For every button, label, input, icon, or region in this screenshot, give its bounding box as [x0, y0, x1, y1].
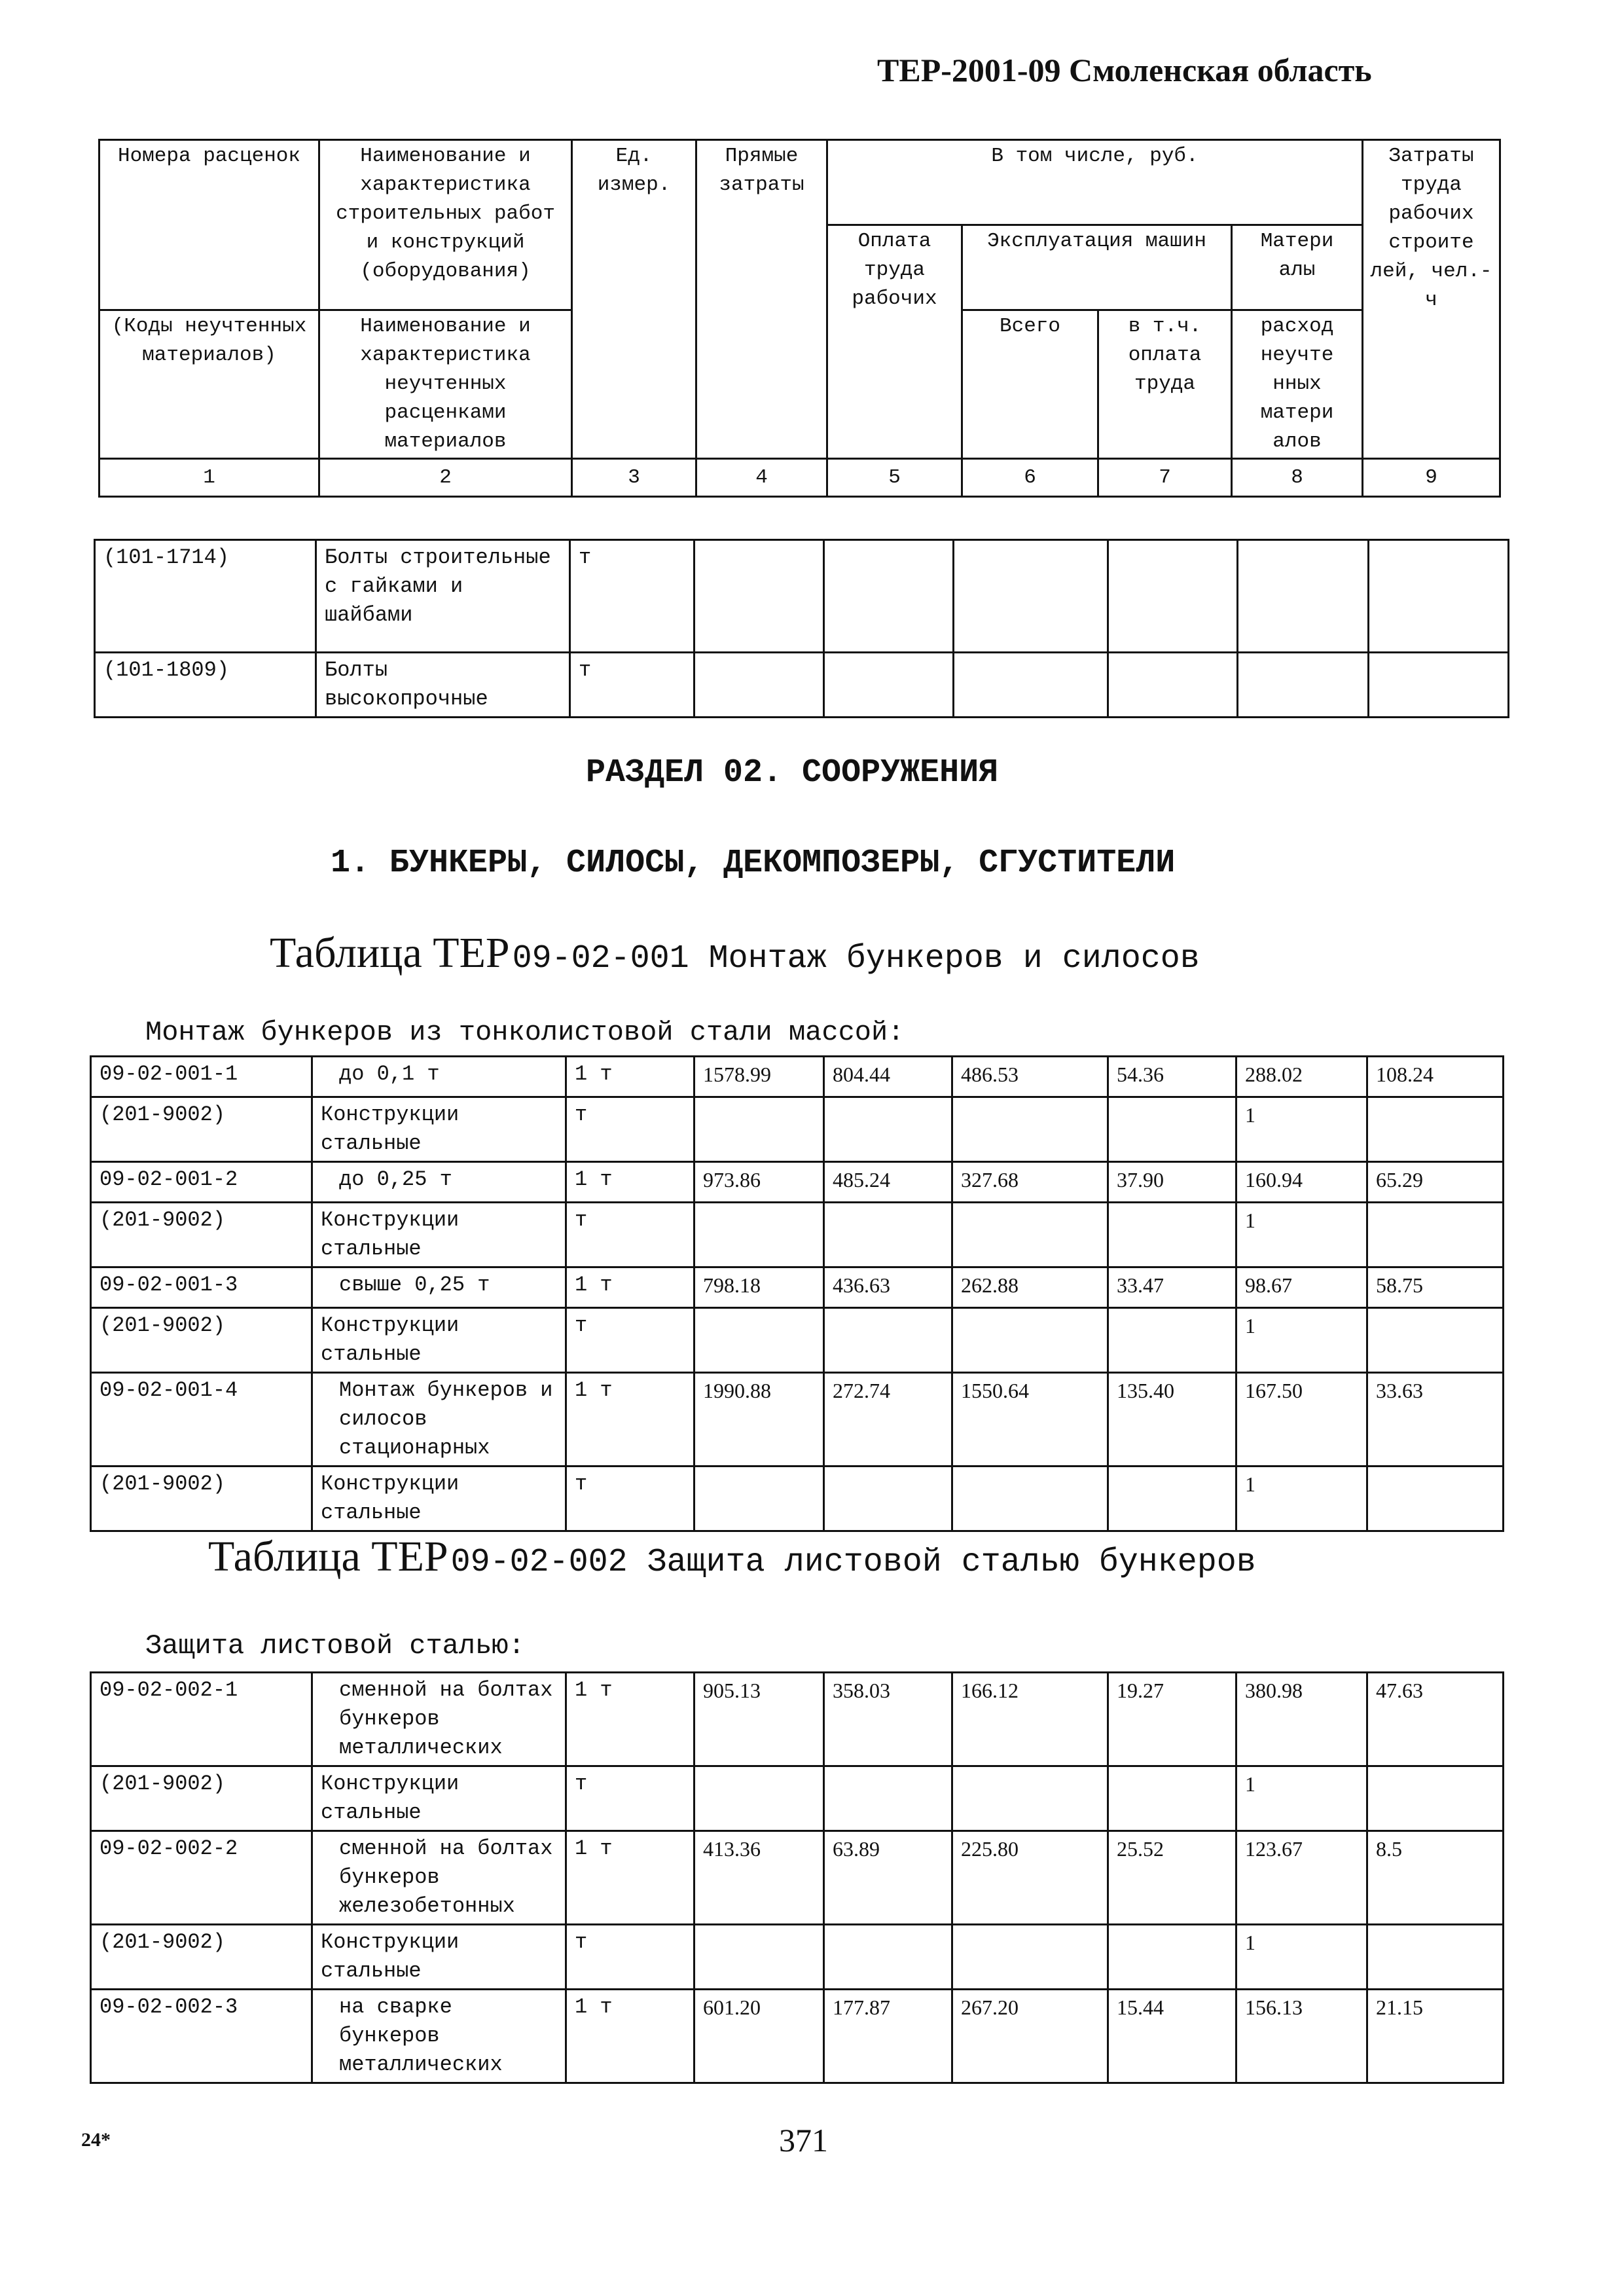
row-machines-total: 267.20: [952, 1990, 1108, 2083]
row-labor-pay: [824, 1308, 952, 1373]
row-materials: 380.98: [1236, 1673, 1367, 1766]
table1: [90, 1055, 1504, 1532]
header-machines-total: Всего: [962, 310, 1098, 459]
table1-title: [270, 928, 1200, 978]
row-labor-pay: 177.87: [824, 1990, 952, 2083]
header-col-number: 9: [1363, 459, 1500, 497]
row-labor-pay: [824, 1203, 952, 1267]
row-machines-labor: [1108, 1097, 1236, 1162]
table-row: [91, 1831, 1504, 1925]
row-name: сменной на болтах бункеров металлических: [312, 1673, 566, 1766]
row-code: (201-9002): [91, 1097, 312, 1162]
header-col-number: 4: [696, 459, 827, 497]
header-labor-pay: Оплата труда рабочих: [827, 225, 962, 459]
row-materials: 1: [1236, 1203, 1367, 1267]
row-labor-hours: 65.29: [1367, 1162, 1504, 1203]
row-code: (201-9002): [91, 1766, 312, 1831]
table-row: [91, 1097, 1504, 1162]
row-code: (101-1809): [95, 653, 316, 718]
table2-title-rest: 09-02-002 Защита листовой сталью бункеров: [450, 1544, 1256, 1581]
row-machines-total: 166.12: [952, 1673, 1108, 1766]
header-col-number: 7: [1098, 459, 1232, 497]
row-name: Болты строительные с гайками и шайбами: [316, 540, 570, 653]
row-name: до 0,1 т: [312, 1057, 566, 1097]
header-name: Наименование и характеристика строительных работ и конструкций (оборудования): [319, 140, 572, 310]
row-direct-costs: 1990.88: [695, 1373, 824, 1467]
header-code: Номера расценок: [99, 140, 319, 310]
row-unit: 1 т: [566, 1057, 695, 1097]
row-machines-labor: 37.90: [1108, 1162, 1236, 1203]
row-direct-costs: [695, 1097, 824, 1162]
row-code: 09-02-001-4: [91, 1373, 312, 1467]
row-unit: т: [566, 1097, 695, 1162]
row-name: Конструкции стальные: [312, 1766, 566, 1831]
row-materials: 98.67: [1236, 1267, 1367, 1308]
header-materials: Матери алы: [1232, 225, 1363, 310]
row-machines-labor: [1108, 1766, 1236, 1831]
row-unit: 1 т: [566, 1990, 695, 2083]
header-unit: Ед. измер.: [572, 140, 696, 459]
row-labor-pay: [824, 1467, 952, 1531]
row-name: Конструкции стальные: [312, 1308, 566, 1373]
table-row: [91, 1467, 1504, 1531]
table1-caption: Монтаж бункеров из тонколистовой стали массой:: [145, 1017, 905, 1048]
row-unit: 1 т: [566, 1373, 695, 1467]
section-subtitle: 1. БУНКЕРЫ, СИЛОСЫ, ДЕКОМПОЗЕРЫ, СГУСТИТЕЛИ: [331, 845, 1176, 882]
row-direct-costs: 798.18: [695, 1267, 824, 1308]
row-name: Конструкции стальные: [312, 1097, 566, 1162]
row-labor-hours: 21.15: [1367, 1990, 1504, 2083]
row-labor-pay: 436.63: [824, 1267, 952, 1308]
header-group: В том числе, руб.: [827, 140, 1363, 225]
row-labor-pay: 485.24: [824, 1162, 952, 1203]
row-unit: 1 т: [566, 1673, 695, 1766]
row-materials: 1: [1236, 1925, 1367, 1990]
row-machines-total: 262.88: [952, 1267, 1108, 1308]
row-labor-pay: [824, 1766, 952, 1831]
row-machines-labor: 54.36: [1108, 1057, 1236, 1097]
page-number: 371: [779, 2122, 828, 2159]
row-code: (201-9002): [91, 1467, 312, 1531]
row-materials: 156.13: [1236, 1990, 1367, 2083]
row-machines-total: [952, 1308, 1108, 1373]
row-unit: т: [566, 1766, 695, 1831]
row-machines-total: 486.53: [952, 1057, 1108, 1097]
row-labor-pay: 358.03: [824, 1673, 952, 1766]
row-machines-labor: [1108, 1925, 1236, 1990]
row-labor-hours: 58.75: [1367, 1267, 1504, 1308]
header-col-number: 6: [962, 459, 1098, 497]
row-unit: т: [566, 1203, 695, 1267]
running-title: ТЕР-2001-09 Смоленская область: [877, 52, 1372, 88]
row-machines-total: 225.80: [952, 1831, 1108, 1925]
header-machine-operation: Эксплуатация машин: [962, 225, 1232, 310]
row-labor-hours: [1367, 1097, 1504, 1162]
row-name: Конструкции стальные: [312, 1467, 566, 1531]
header-col-number: 3: [572, 459, 696, 497]
row-machines-labor: 135.40: [1108, 1373, 1236, 1467]
table1-title-rest: 09-02-001 Монтаж бункеров и силосов: [512, 940, 1200, 977]
header-code-materials: (Коды неучтенных материалов): [99, 310, 319, 459]
row-direct-costs: 973.86: [695, 1162, 824, 1203]
table-row: [91, 1373, 1504, 1467]
row-machines-total: 327.68: [952, 1162, 1108, 1203]
row-machines-labor: 15.44: [1108, 1990, 1236, 2083]
row-code: (101-1714): [95, 540, 316, 653]
row-materials: 1: [1236, 1467, 1367, 1531]
row-code: 09-02-001-3: [91, 1267, 312, 1308]
row-code: 09-02-002-1: [91, 1673, 312, 1766]
row-unit: т: [570, 540, 695, 653]
row-labor-hours: [1367, 1467, 1504, 1531]
table-row: [95, 540, 1509, 653]
table-row: [91, 1308, 1504, 1373]
row-labor-pay: [824, 1925, 952, 1990]
row-direct-costs: [695, 1467, 824, 1531]
row-labor-hours: 108.24: [1367, 1057, 1504, 1097]
row-direct-costs: 1578.99: [695, 1057, 824, 1097]
row-code: (201-9002): [91, 1925, 312, 1990]
table-row: [91, 1990, 1504, 2083]
row-unit: 1 т: [566, 1831, 695, 1925]
row-materials: 1: [1236, 1766, 1367, 1831]
row-name: свыше 0,25 т: [312, 1267, 566, 1308]
row-machines-total: [952, 1097, 1108, 1162]
table-row: [91, 1057, 1504, 1097]
row-unit: т: [570, 653, 695, 718]
table1-title-prefix: Таблица ТЕР: [270, 929, 510, 977]
header-col-number: 2: [319, 459, 572, 497]
row-direct-costs: 413.36: [695, 1831, 824, 1925]
row-name: Монтаж бункеров и силосов стационарных: [312, 1373, 566, 1467]
header-labor-hours: Затраты труда рабочих строите лей, чел.-ч: [1363, 140, 1500, 459]
row-machines-total: [952, 1766, 1108, 1831]
table-row: [91, 1766, 1504, 1831]
row-labor-hours: [1367, 1925, 1504, 1990]
row-machines-labor: [1108, 1467, 1236, 1531]
row-name: на сварке бункеров металлических: [312, 1990, 566, 2083]
bolts-table: [94, 539, 1509, 718]
row-machines-labor: 19.27: [1108, 1673, 1236, 1766]
row-labor-pay: [824, 1097, 952, 1162]
row-code: 09-02-001-2: [91, 1162, 312, 1203]
row-materials: 1: [1236, 1097, 1367, 1162]
row-machines-labor: [1108, 1308, 1236, 1373]
row-materials: 1: [1236, 1308, 1367, 1373]
row-code: 09-02-002-2: [91, 1831, 312, 1925]
column-header-table: [98, 139, 1501, 498]
header-machines-labor: в т.ч. оплата труда: [1098, 310, 1232, 459]
row-name: до 0,25 т: [312, 1162, 566, 1203]
row-machines-total: [952, 1925, 1108, 1990]
row-materials: 123.67: [1236, 1831, 1367, 1925]
row-code: (201-9002): [91, 1203, 312, 1267]
row-code: (201-9002): [91, 1308, 312, 1373]
table2-title: [208, 1532, 1256, 1582]
header-col-number: 1: [99, 459, 319, 497]
table-row: [91, 1162, 1504, 1203]
table-row: [91, 1673, 1504, 1766]
row-name: сменной на болтах бункеров железобетонных: [312, 1831, 566, 1925]
row-direct-costs: 905.13: [695, 1673, 824, 1766]
header-materials-consumption: расход неучте нных матери алов: [1232, 310, 1363, 459]
table-row: [91, 1925, 1504, 1990]
table2: [90, 1671, 1504, 2084]
row-machines-total: 1550.64: [952, 1373, 1108, 1467]
table2-caption: Защита листовой сталью:: [145, 1630, 525, 1662]
row-labor-hours: 33.63: [1367, 1373, 1504, 1467]
row-unit: т: [566, 1925, 695, 1990]
table-row: [91, 1203, 1504, 1267]
table2-title-prefix: Таблица ТЕР: [208, 1533, 448, 1580]
row-labor-hours: 47.63: [1367, 1673, 1504, 1766]
row-labor-hours: [1367, 1203, 1504, 1267]
header-direct-costs: Прямые затраты: [696, 140, 827, 459]
row-materials: 167.50: [1236, 1373, 1367, 1467]
section-title: РАЗДЕЛ 02. СООРУЖЕНИЯ: [586, 754, 999, 792]
row-labor-pay: 804.44: [824, 1057, 952, 1097]
table-row: [95, 653, 1509, 718]
row-unit: т: [566, 1467, 695, 1531]
signature-mark: 24*: [81, 2129, 111, 2151]
row-code: 09-02-001-1: [91, 1057, 312, 1097]
row-machines-total: [952, 1203, 1108, 1267]
table-row: [91, 1267, 1504, 1308]
row-machines-labor: 33.47: [1108, 1267, 1236, 1308]
row-labor-hours: [1367, 1308, 1504, 1373]
row-direct-costs: [695, 1308, 824, 1373]
row-labor-hours: [1367, 1766, 1504, 1831]
row-machines-total: [952, 1467, 1108, 1531]
row-name: Болты высокопрочные: [316, 653, 570, 718]
row-unit: 1 т: [566, 1267, 695, 1308]
row-labor-pay: 63.89: [824, 1831, 952, 1925]
header-col-number: 5: [827, 459, 962, 497]
header-col-number: 8: [1232, 459, 1363, 497]
row-unit: 1 т: [566, 1162, 695, 1203]
row-machines-labor: 25.52: [1108, 1831, 1236, 1925]
row-unit: т: [566, 1308, 695, 1373]
row-direct-costs: [695, 1925, 824, 1990]
row-name: Конструкции стальные: [312, 1925, 566, 1990]
row-direct-costs: 601.20: [695, 1990, 824, 2083]
row-code: 09-02-002-3: [91, 1990, 312, 2083]
row-direct-costs: [695, 1203, 824, 1267]
row-name: Конструкции стальные: [312, 1203, 566, 1267]
row-labor-pay: 272.74: [824, 1373, 952, 1467]
row-materials: 160.94: [1236, 1162, 1367, 1203]
row-materials: 288.02: [1236, 1057, 1367, 1097]
row-labor-hours: 8.5: [1367, 1831, 1504, 1925]
row-direct-costs: [695, 1766, 824, 1831]
header-name-materials: Наименование и характеристика неучтенных расценками материалов: [319, 310, 572, 459]
row-machines-labor: [1108, 1203, 1236, 1267]
